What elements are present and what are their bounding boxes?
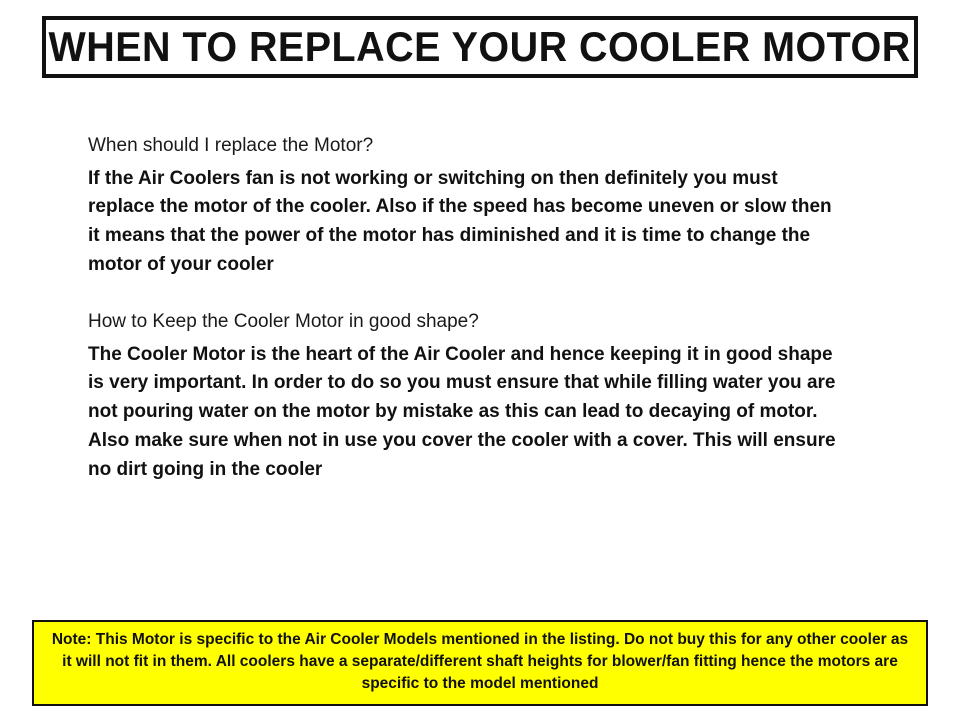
faq-item-2	[88, 308, 878, 485]
page-title: WHEN TO REPLACE YOUR COOLER MOTOR	[48, 23, 912, 70]
note-banner	[32, 620, 928, 706]
faq-item-1	[88, 132, 878, 280]
faq-answer-1: If the Air Coolers fan is not working or switching on then definitely you must replace the motor of the cooler. Also if the speed has become uneven or slow then it means that the power of the motor has diminished and it is time to change the motor of your cooler	[88, 167, 832, 276]
content-body	[88, 132, 878, 485]
faq-answer-2: The Cooler Motor is the heart of the Air Cooler and hence keeping it in good shape is very important. In order to do so you must ensure that while filling water you are not pouring water on the motor by mistake as this can lead to decaying of motor. Also make sure when not in use you cover the cooler with a cover. This will ensure no dirt going in the cooler	[88, 343, 836, 480]
faq-question-2: How to Keep the Cooler Motor in good shape?	[88, 311, 479, 332]
note-text: Note: This Motor is specific to the Air Cooler Models mentioned in the listing. Do not buy this for any other cooler as it will not fit in them. All coolers have a separate/different shaft heights for blower/fan fitting hence the motors are specific to the model mentioned	[51, 631, 909, 692]
faq-question-1: When should I replace the Motor?	[88, 135, 374, 156]
page-title-box	[42, 16, 918, 78]
